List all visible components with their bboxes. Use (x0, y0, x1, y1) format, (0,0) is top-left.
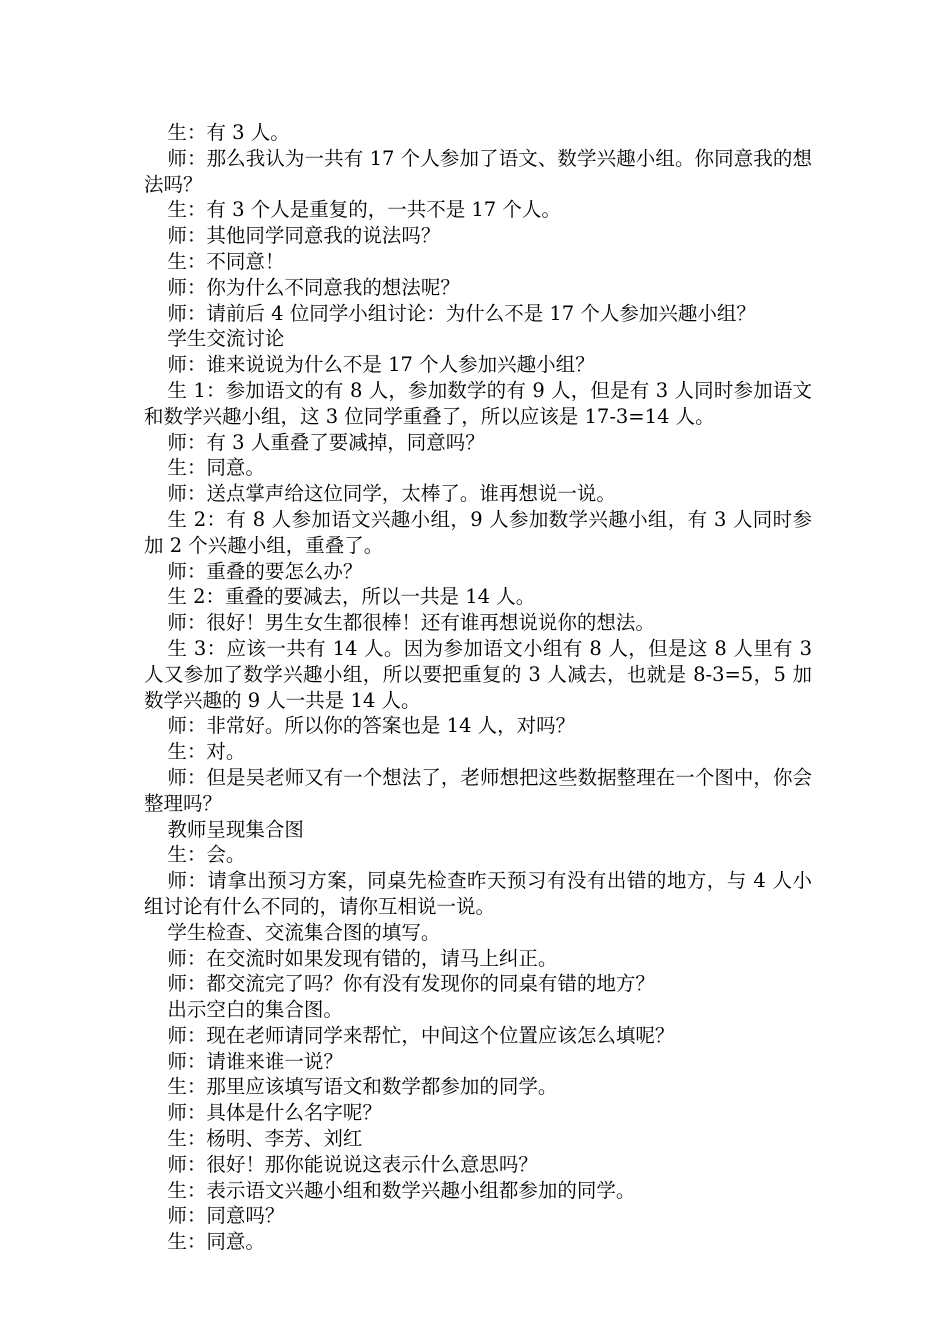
paragraph: 师：重叠的要怎么办？ (167, 559, 363, 583)
document-body (144, 120, 812, 1255)
paragraph: 师：很好！男生女生都很棒！还有谁再想说说你的想法。 (167, 611, 655, 635)
paragraph: 生：同意。 (167, 1230, 265, 1254)
paragraph: 生：有 3 人。 (167, 121, 290, 144)
paragraph: 师：都交流完了吗？你有没有发现你的同桌有错的地方？ (167, 972, 655, 996)
paragraph: 师：现在老师请同学来帮忙，中间这个位置应该怎么填呢？ (167, 1023, 675, 1047)
paragraph: 生 2：重叠的要减去，所以一共是 14 人。 (167, 585, 536, 609)
paragraph: 生 1：参加语文的有 8 人，参加数学的有 9 人，但是有 3 人同时参加语文和数学兴趣小组，这 3 位同学重叠了，所以应该是 17-3=14 人。 (144, 378, 812, 428)
paragraph: 师：具体是什么名字呢？ (167, 1101, 382, 1125)
paragraph: 师：但是吴老师又有一个想法了，老师想把这些数据整理在一个图中，你会整理吗？ (144, 765, 812, 815)
paragraph: 生 3：应该一共有 14 人。因为参加语文小组有 8 人，但是这 8 人里有 3 人又参加了数学兴趣小组，所以要把重复的 3 人减去，也就是 8-3=5，5 加数学兴趣的 9 人一共是 14 人。 (144, 636, 812, 712)
paragraph: 生：表示语文兴趣小组和数学兴趣小组都参加的同学。 (167, 1178, 636, 1202)
paragraph: 师：请前后 4 位同学小组讨论：为什么不是 17 个人参加兴趣小组？ (167, 301, 756, 325)
paragraph: 生：杨明、李芳、刘红 (167, 1127, 363, 1151)
paragraph: 师：那么我认为一共有 17 个人参加了语文、数学兴趣小组。你同意我的想法吗？ (144, 146, 812, 196)
paragraph: 师：其他同学同意我的说法吗？ (167, 224, 441, 248)
paragraph: 师：在交流时如果发现有错的，请马上纠正。 (167, 946, 558, 970)
paragraph: 师：送点掌声给这位同学，太棒了。谁再想说一说。 (167, 482, 616, 506)
paragraph: 师：请谁来谁一说？ (167, 1049, 343, 1073)
paragraph: 教师呈现集合图 (167, 817, 304, 841)
paragraph: 师：同意吗？ (167, 1204, 285, 1228)
paragraph: 生 2：有 8 人参加语文兴趣小组，9 人参加数学兴趣小组，有 3 人同时参加 2 个兴趣小组，重叠了。 (144, 507, 812, 557)
paragraph: 生：那里应该填写语文和数学都参加的同学。 (167, 1075, 558, 1099)
paragraph: 出示空白的集合图。 (167, 998, 343, 1022)
paragraph: 师：请拿出预习方案，同桌先检查昨天预习有没有出错的地方，与 4 人小组讨论有什么不同的，请你互相说一说。 (144, 869, 812, 918)
paragraph: 生：对。 (167, 740, 246, 764)
paragraph: 师：你为什么不同意我的想法呢？ (167, 275, 460, 299)
paragraph: 学生交流讨论 (167, 327, 285, 351)
paragraph: 生：有 3 个人是重复的，一共不是 17 个人。 (167, 198, 561, 222)
paragraph: 生：同意。 (167, 456, 265, 480)
paragraph: 学生检查、交流集合图的填写。 (167, 920, 441, 944)
paragraph: 生：不同意！ (167, 249, 285, 273)
paragraph: 师：有 3 人重叠了要减掉，同意吗？ (167, 430, 485, 454)
paragraph: 生：会。 (167, 843, 246, 867)
paragraph: 师：非常好。所以你的答案也是 14 人，对吗？ (167, 714, 576, 738)
paragraph: 师：谁来说说为什么不是 17 个人参加兴趣小组？ (167, 353, 595, 377)
paragraph: 师：很好！那你能说说这表示什么意思吗？ (167, 1152, 538, 1176)
